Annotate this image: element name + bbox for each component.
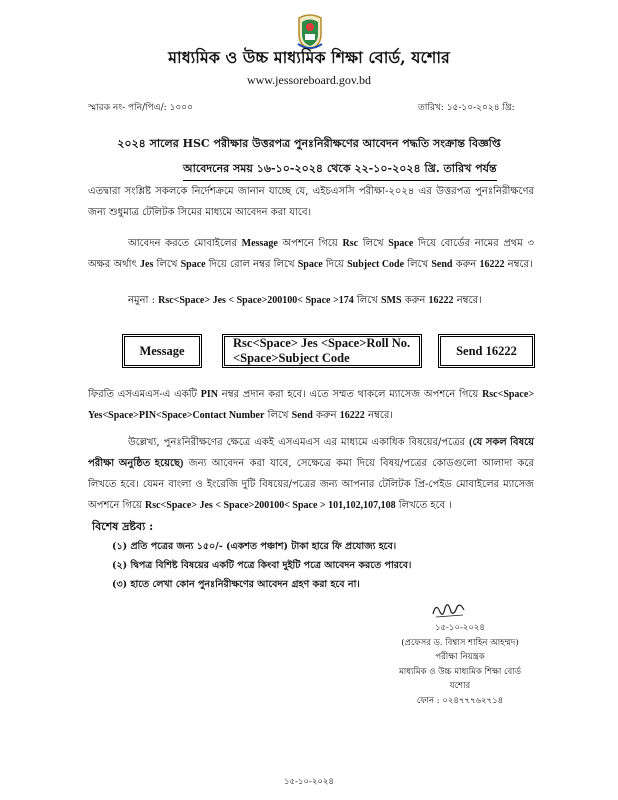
special-note-item: (২) দ্বিপত্র বিশিষ্ট বিষয়ের একটি পত্রে কিংবা দুইটি পত্রে আবেদন করতে পারবে।: [112, 560, 412, 571]
signature-date: ১৫-১০-২০২৪: [435, 623, 485, 633]
signatory-phone: ফোন : ০২৪৭৭৭৬২৭১৪: [416, 695, 504, 706]
sms-example: নমুনা : Rsc<Space> Jes < Space>200100< Space >174 লিখে SMS করুন 16222 নম্বরে।: [128, 295, 482, 306]
paragraph-pin: ফিরতি এসএমএস-এ একটি PIN নম্বর প্রদান করা হবে। এতে সম্মত থাকলে ম্যাসেজ অপশনে গিয়ে Rsc<Space> Yes<Space>PIN<Space>Contact Number লিখে Send করুন 16222 নম্বরে।: [88, 389, 535, 421]
send-number-box: Send 16222: [438, 334, 535, 368]
signatory-board: মাধ্যমিক ও উচ্চ মাধ্যমিক শিক্ষা বোর্ড: [399, 666, 521, 677]
paragraph-instructions: আবেদন করতে মোবাইলের Message অপশনে গিয়ে Rsc লিখে Space দিয়ে বোর্ডের নামের প্রথম ৩ অক্ষর অর্থাৎ Jes লিখে Space দিয়ে রোল নম্বর লিখে Space দিয়ে Subject Code লিখে Send করুন 16222 নম্বরে।: [88, 238, 534, 270]
signatory-name: (প্রফেসর ড. বিশ্বাস শাহিন আহম্মদ): [401, 637, 519, 648]
special-note-item: (১) প্রতি পত্রের জন্য ১৫০/- (একশত পঞ্চাশ) টাকা হারে ফি প্রযোজ্য হবে।: [112, 541, 397, 552]
special-note-title: বিশেষ দ্রষ্টব্য :: [92, 520, 154, 533]
signatory-title: পরীক্ষা নিয়ন্ত্রক: [435, 652, 485, 662]
application-period: আবেদনের সময় ১৬-১০-২০২৪ থেকে ২২-১০-২০২৪ খ্রি. তারিখ পর্যন্ত: [183, 160, 497, 181]
paragraph-intro: এতদ্বারা সংশ্লিষ্ট সকলকে নির্দেশক্রমে জানান যাচ্ছে যে, এইচএসসি পরীক্ষা-২০২৪ এর উত্তরপত্র পুনঃনিরীক্ষণের জন্য শুধুমাত্র টেলিটক সিমের মাধ্যমে আবেদন করা যাবে।: [88, 186, 534, 218]
special-note-item: (৩) হাতে লেখা কোন পুনঃনিরীক্ষণের আবেদন গ্রহণ করা হবে না।: [112, 579, 360, 590]
notice-subject: ২০২৪ সালের HSC পরীক্ষার উত্তরপত্র পুনঃনিরীক্ষণের আবেদন পদ্ধতি সংক্রান্ত বিজ্ঞপ্তি: [117, 137, 501, 150]
message-box: Message: [122, 334, 202, 368]
signatory-city: যশোর: [449, 681, 471, 691]
sms-format-box: Rsc<Space> Jes <Space>Roll No.<Space>Subject Code: [222, 334, 422, 368]
board-website: www.jessoreboard.gov.bd: [246, 73, 372, 87]
signature-block: [380, 621, 540, 708]
footer-date: ১৫-১০-২০২৪: [284, 777, 334, 787]
memo-date: তারিখ: ১৫-১০-২০২৪ খ্রি:: [418, 103, 515, 113]
paragraph-multiple-subjects: উল্লেখ্য, পুনঃনিরীক্ষণের ক্ষেত্রে একই এসএমএস এর মাধ্যমে একাধিক বিষয়ের/পত্রের (যে সকল বিষয়ে পরীক্ষা অনুষ্ঠিত হয়েছে) জন্য আবেদন করা যাবে, সেক্ষেত্রে কমা দিয়ে বিষয়/পত্রের কোডগুলো আলাদা করে লিখতে হবে। যেমন বাংলা ও ইংরেজি দুটি বিষয়ের/পত্রের জন্য আপনার টেলিটক প্রি-পেইড মোবাইলের ম্যাসেজ অপশনে গিয়ে Rsc<Space> Jes < Space>200100< Space > 101,102,107,108 লিখতে হবে ।: [88, 437, 535, 511]
board-name: মাধ্যমিক ও উচ্চ মাধ্যমিক শিক্ষা বোর্ড, যশোর: [168, 48, 450, 67]
special-note-list: [112, 537, 411, 594]
signature-scribble: [430, 598, 468, 620]
memo-number: স্মারক নং- পনি/পিএ/: ১০০০: [88, 103, 193, 113]
